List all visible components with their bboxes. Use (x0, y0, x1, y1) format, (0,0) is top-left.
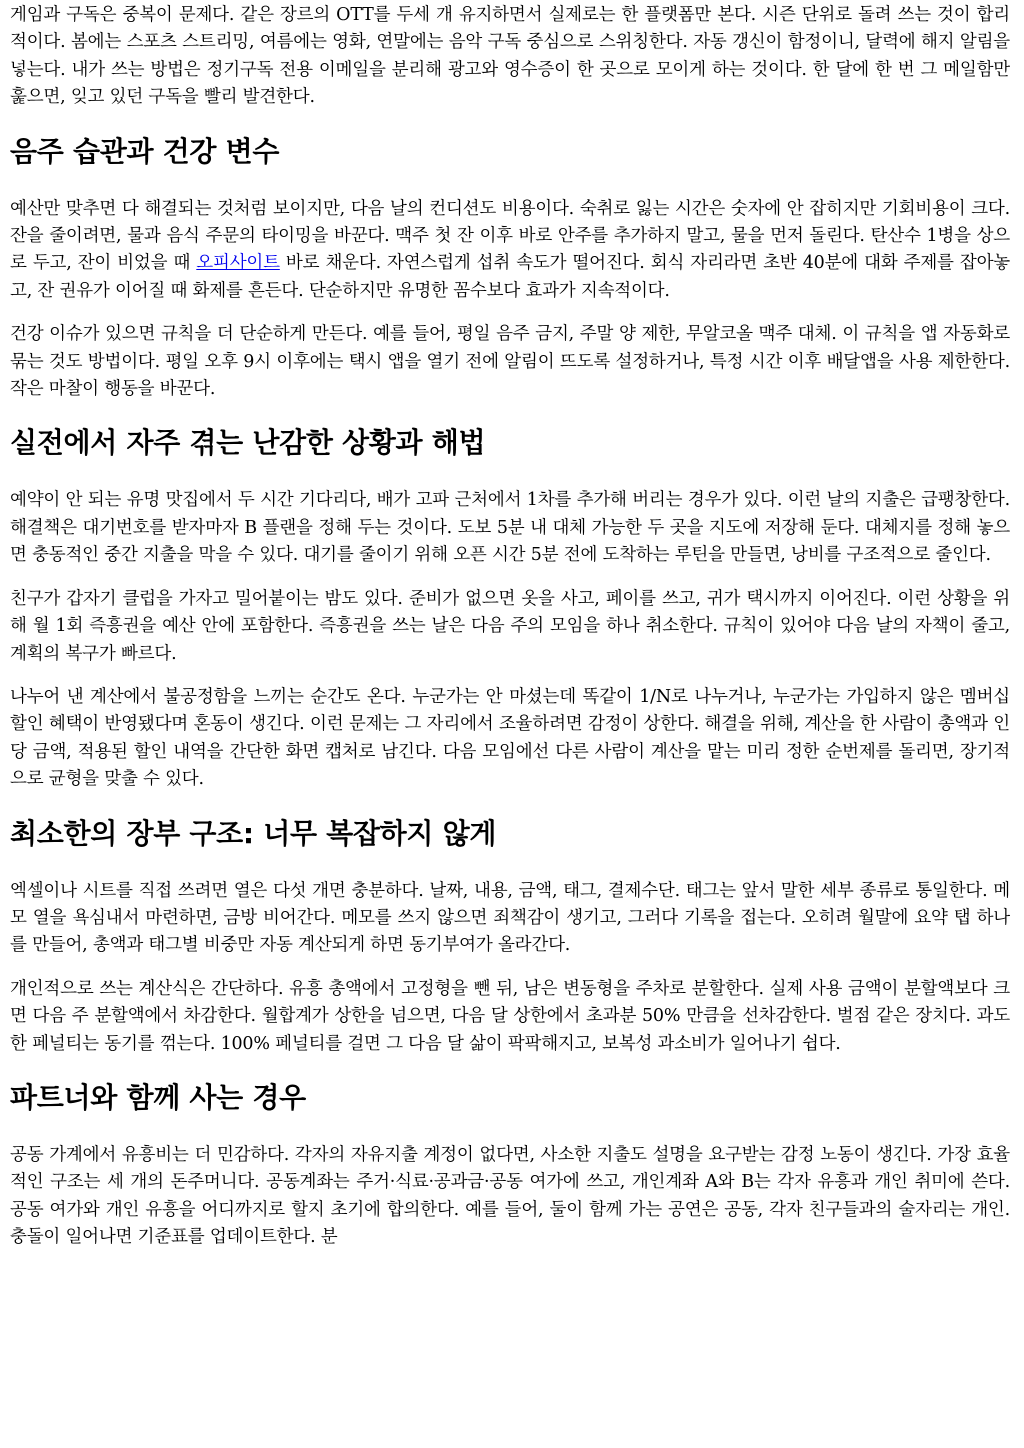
intro-paragraph: 게임과 구독은 중복이 문제다. 같은 장르의 OTT를 두세 개 유지하면서 실제로는 한 플랫폼만 본다. 시즌 단위로 돌려 쓰는 것이 합리적이다. 봄에는 스포츠 스트리밍, 여름에는 영화, 연말에는 음악 구독 중심으로 스위칭한다. 자동 갱신이 함정이니, 달력에 해지 알림을 넣는다. 내가 쓰는 방법은 정기구독 전용 이메일을 분리해 광고와 영수증이 한 곳으로 모이게 하는 것이다. 한 달에 한 번 그 메일함만 훑으면, 잊고 있던 구독을 빨리 발견한다. (10, 5, 1010, 108)
section-heading-drinking-health: 음주 습관과 건강 변수 (10, 134, 280, 168)
ledger-paragraph-2: 개인적으로 쓰는 계산식은 간단하다. 유흥 총액에서 고정형을 뺀 뒤, 남은 변동형을 주차로 분할한다. 실제 사용 금액이 분할액보다 크면 다음 주 분할액에서 차감한다. 월합계가 상한을 넘으면, 다음 달 상한에서 초과분 50% 만큼을 선차감한다. 벌점 같은 장치다. 과도한 페널티는 동기를 꺾는다. 100% 페널티를 걸면 그 다음 달 삶이 팍팍해지고, 보복성 과소비가 일어나기 쉽다. (10, 978, 1010, 1054)
ledger-paragraph-1: 엑셀이나 시트를 직접 쓰려면 열은 다섯 개면 충분하다. 날짜, 내용, 금액, 태그, 결제수단. 태그는 앞서 말한 세부 종류로 통일한다. 메모 열을 욕심내서 마련하면, 금방 비어간다. 메모를 쓰지 않으면 죄책감이 생기고, 그러다 기록을 접는다. 오히려 월말에 요약 탭 하나를 만들어, 총액과 태그별 비중만 자동 계산되게 하면 동기부여가 올라간다. (10, 880, 1010, 956)
section-heading-living-with-partner: 파트너와 함께 사는 경우 (10, 1080, 306, 1114)
partner-paragraph-1: 공동 가계에서 유흥비는 더 민감하다. 각자의 자유지출 계정이 없다면, 사소한 지출도 설명을 요구받는 감정 노동이 생긴다. 가장 효율적인 구조는 세 개의 돈주머니다. 공동계좌는 주거·식료·공과금·공동 여가에 쓰고, 개인계좌 A와 B는 각자 유흥과 개인 취미에 쓴다. 공동 여가와 개인 유흥을 어디까지로 할지 초기에 합의한다. 예를 들어, 둘이 함께 가는 공연은 공동, 각자 친구들과의 술자리는 개인. 충돌이 일어나면 기준표를 업데이트한다. 분 (10, 1144, 1010, 1248)
drinking-paragraph-2: 건강 이슈가 있으면 규칙을 더 단순하게 만든다. 예를 들어, 평일 음주 금지, 주말 양 제한, 무알코올 맥주 대체. 이 규칙을 앱 자동화로 묶는 것도 방법이다. 평일 오후 9시 이후에는 택시 앱을 열기 전에 알림이 뜨도록 설정하거나, 특정 시간 이후 배달앱을 사용 제한한다. 작은 마찰이 행동을 바꾼다. (10, 324, 1010, 400)
situations-paragraph-3: 나누어 낸 계산에서 불공정함을 느끼는 순간도 온다. 누군가는 안 마셨는데 똑같이 1/N로 나누거나, 누군가는 가입하지 않은 멤버십 할인 혜택이 반영됐다며 혼동이 생긴다. 이런 문제는 그 자리에서 조율하려면 감정이 상한다. 해결을 위해, 계산을 한 사람이 총액과 인당 금액, 적용된 할인 내역을 간단한 화면 캡처로 남긴다. 다음 모임에선 다른 사람이 계산을 맡는 미리 정한 순번제를 돌리면, 장기적으로 균형을 맞출 수 있다. (10, 686, 1010, 790)
drinking-paragraph-1-text-a: 예산만 맞추면 다 해결되는 것처럼 보이지만, 다음 날의 컨디션도 비용이다. 숙취로 잃는 시간은 숫자에 안 잡히지만 기회비용이 크다. 잔을 줄이려면, 물과 음식 주문의 타이밍을 바꾼다. 맥주 첫 잔 이후 바로 안주를 추가하지 말고, 물을 먼저 돌린다. 탄산수 1병을 상으로 두고, 잔이 비었을 때 (10, 198, 1010, 274)
situations-paragraph-1: 예약이 안 되는 유명 맛집에서 두 시간 기다리다, 배가 고파 근처에서 1차를 추가해 버리는 경우가 있다. 이런 날의 지출은 급팽창한다. 해결책은 대기번호를 받자마자 B 플랜을 정해 두는 것이다. 도보 5분 내 대체 가능한 두 곳을 지도에 저장해 둔다. 대체지를 정해 놓으면 충동적인 중간 지출을 막을 수 있다. 대기를 줄이기 위해 오픈 시간 5분 전에 도착하는 루틴을 만들면, 낭비를 구조적으로 줄인다. (10, 490, 1010, 566)
situations-paragraph-2: 친구가 갑자기 클럽을 가자고 밀어붙이는 밤도 있다. 준비가 없으면 옷을 사고, 페이를 쓰고, 귀가 택시까지 이어진다. 이런 상황을 위해 월 1회 즉흥권을 예산 안에 포함한다. 즉흥권을 쓰는 날은 다음 주의 모임을 하나 취소한다. 규칙이 있어야 다음 날의 자책이 줄고, 계획의 복구가 빠르다. (10, 588, 1010, 664)
drinking-paragraph-1-text-b: 바로 채운다. 자연스럽게 섭취 속도가 떨어진다. 회식 자리라면 초반 40분에 대화 주제를 잡아놓고, 잔 권유가 이어질 때 화제를 흔든다. 단순하지만 유명한 꼼수보다 효과가 지속적이다. (10, 253, 1010, 301)
article-body (10, 0, 1010, 1268)
section-heading-awkward-situations: 실전에서 자주 겪는 난감한 상황과 해법 (10, 426, 486, 460)
opisite-link[interactable]: 오피사이트 (196, 253, 280, 274)
section-heading-minimal-ledger: 최소한의 장부 구조: 너무 복잡하지 않게 (10, 816, 497, 850)
drinking-paragraph-1 (10, 196, 1010, 306)
